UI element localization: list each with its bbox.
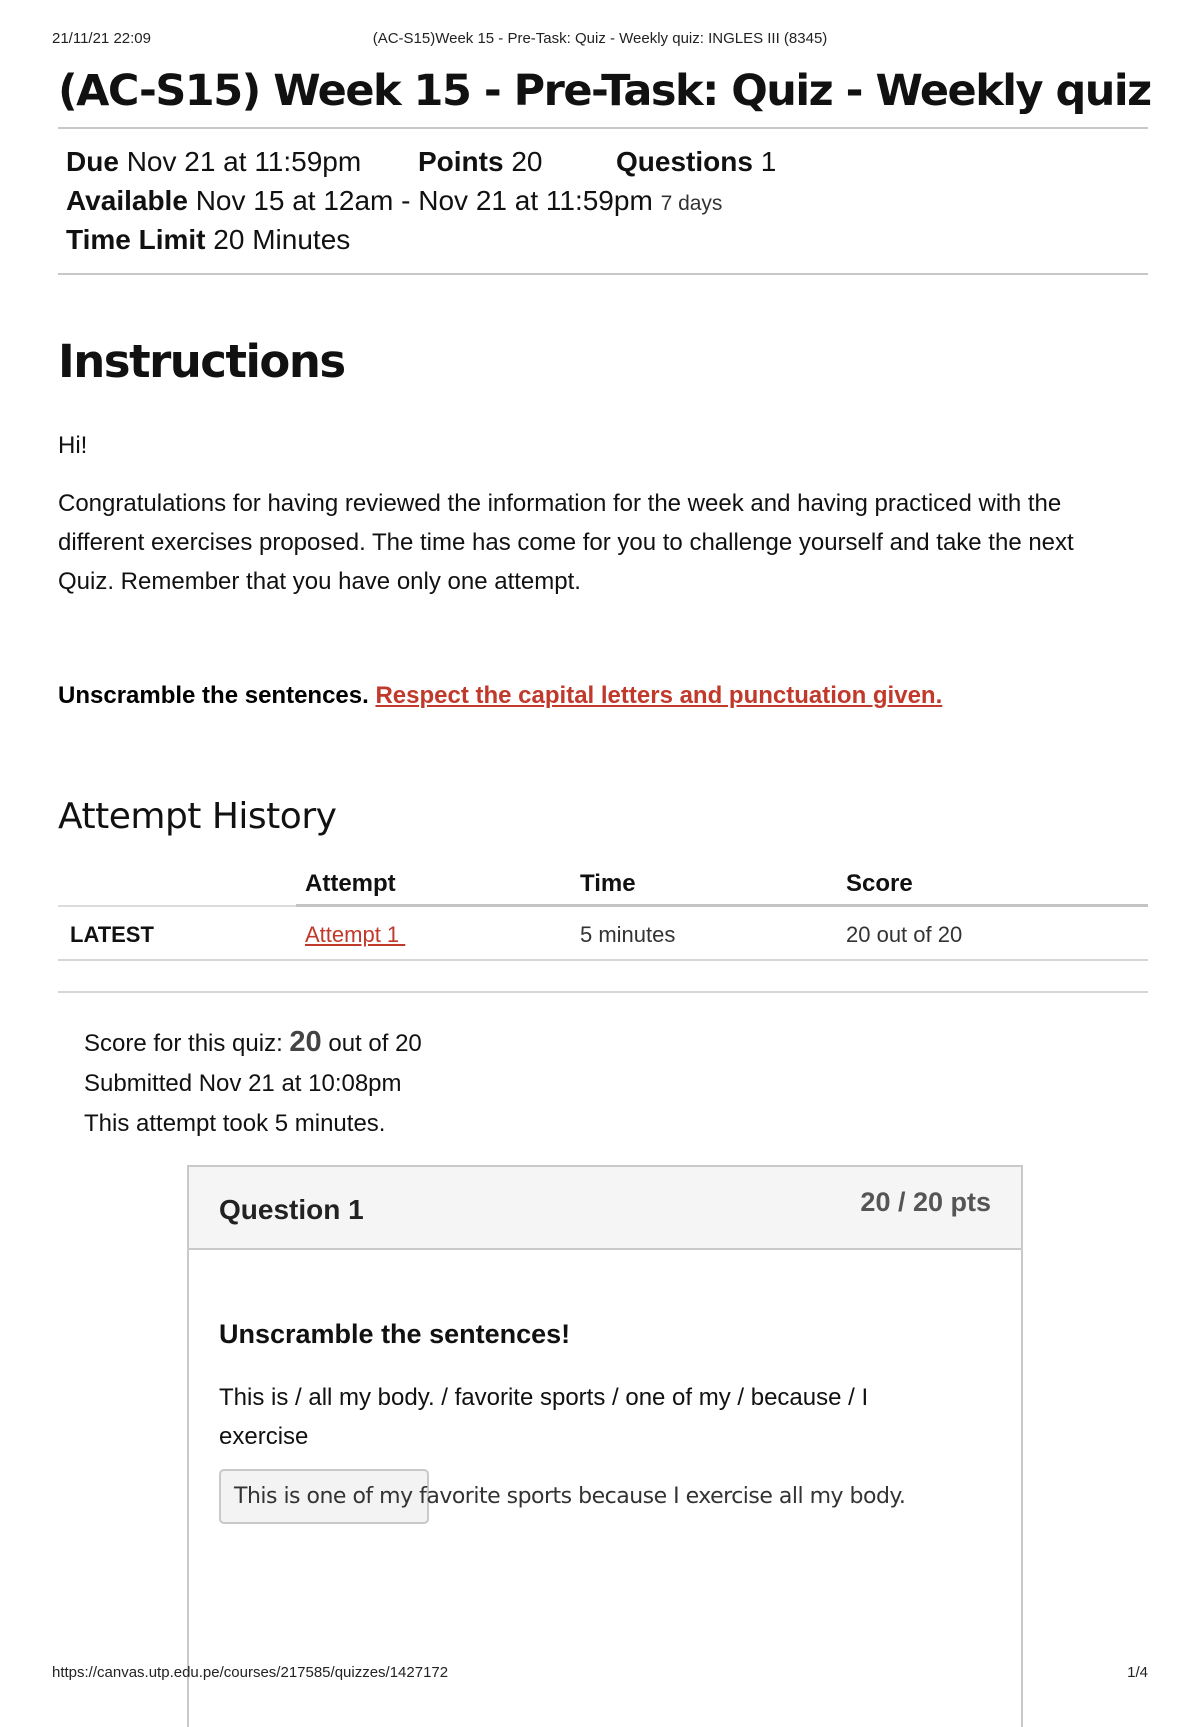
column-header-time: Time [580, 870, 636, 897]
quiz-score [84, 1026, 422, 1059]
answer-value: This is one of my favorite sports because I exercise all my body. [234, 1484, 906, 1509]
points-info [418, 146, 543, 178]
attempt-score: 20 out of 20 [846, 922, 963, 947]
due-info [66, 146, 361, 178]
question-prompt: This is / all my body. / favorite sports / one of my / because / I exercise [219, 1384, 869, 1450]
questions-value: 1 [760, 146, 777, 177]
instructions-body: Congratulations for having reviewed the information for the week and having practiced with the different exercises proposed. The time has come for you to challenge yourself and take the next Quiz. Remember that you have only one attempt. [58, 490, 1074, 595]
time-limit-label: Time Limit [66, 224, 206, 255]
question-card [187, 1165, 1023, 1727]
divider [58, 127, 1148, 129]
unscramble-instruction [58, 682, 942, 710]
print-header [52, 30, 1148, 50]
attempt-history-heading: Attempt History [58, 796, 337, 837]
time-limit-info [66, 224, 350, 256]
due-value: Nov 21 at 11:59pm [126, 146, 362, 177]
points-value: 20 [511, 146, 543, 177]
available-value: Nov 15 at 12am - Nov 21 at 11:59pm [195, 185, 653, 216]
questions-info [616, 146, 776, 178]
due-label: Due [66, 146, 119, 177]
greeting-text: Hi! [58, 432, 88, 459]
score-suffix: out of 20 [321, 1030, 422, 1057]
print-footer [52, 1664, 1148, 1684]
quiz-title: (AC-S15) Week 15 - Pre-Task: Quiz - Weekly quiz [58, 66, 1151, 116]
attempt-duration: This attempt took 5 minutes. [84, 1110, 386, 1137]
availability-info [66, 185, 722, 217]
submitted-time: Submitted Nov 21 at 10:08pm [84, 1070, 402, 1097]
column-header-attempt: Attempt [305, 870, 396, 897]
divider [58, 991, 1148, 993]
divider [58, 273, 1148, 275]
latest-tag: LATEST [70, 922, 154, 947]
capital-letters-note-link[interactable]: Respect the capital letters and punctuation given. [375, 682, 943, 709]
print-url: https://canvas.utp.edu.pe/courses/217585/quizzes/1427172 [52, 1664, 449, 1681]
column-header-score: Score [846, 870, 913, 897]
question-points: 20 / 20 pts [860, 1187, 991, 1217]
available-label: Available [66, 185, 188, 216]
time-limit-value: 20 Minutes [213, 224, 351, 255]
answer-field[interactable] [219, 1469, 906, 1524]
question-title: Question 1 [219, 1194, 364, 1225]
attempt-time: 5 minutes [580, 922, 676, 947]
instructions-heading: Instructions [58, 335, 345, 388]
score-value: 20 [289, 1026, 322, 1058]
question-header [189, 1167, 1021, 1250]
attempt-1-link[interactable]: Attempt 1 [305, 922, 406, 947]
unscramble-label: Unscramble the sentences. [58, 682, 376, 709]
print-page-number: 1/4 [1127, 1664, 1148, 1681]
question-heading: Unscramble the sentences! [219, 1319, 571, 1349]
points-label: Points [418, 146, 504, 177]
table-header-line [296, 904, 1148, 907]
print-date: 21/11/21 22:09 [52, 30, 151, 47]
print-page-title: (AC-S15)Week 15 - Pre-Task: Quiz - Weekly quiz: INGLES III (8345) [372, 30, 828, 47]
score-prefix: Score for this quiz: [84, 1030, 290, 1057]
questions-label: Questions [616, 146, 753, 177]
available-duration: 7 days [660, 192, 723, 215]
table-row-divider [58, 959, 1148, 961]
table-header-line [58, 905, 296, 907]
quiz-meta-row-1 [66, 146, 1146, 186]
